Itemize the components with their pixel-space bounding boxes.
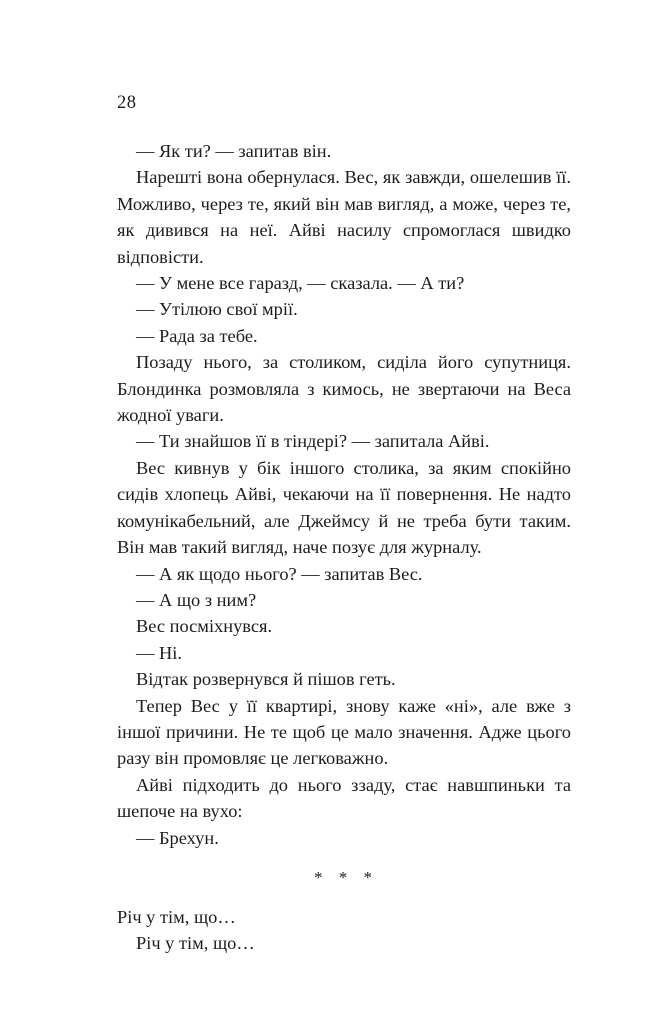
paragraph: Річ у тім, що… [117,906,236,927]
paragraph: Тепер Вес у її квартирі, знову каже «ні», але вже з іншої причини. Не те щоб це мало значення. Адже цього разу він промовляє це легковажно. [117,695,571,769]
paragraph: — Ти знайшов її в тіндері? — запитала Айві. [136,431,490,452]
paragraph: Відтак розвернувся й пішов геть. [136,669,396,690]
paragraph: — Брехун. [136,827,219,848]
paragraph: — Утілюю свої мрії. [136,299,298,320]
paragraph: — Як ти? — запитав він. [136,141,332,161]
section-separator: * * * [314,867,378,887]
paragraph: Вес посміхнувся. [136,616,273,637]
paragraph: — У мене все гаразд, — сказала. — А ти? [136,273,465,294]
paragraph: Айві підходить до нього ззаду, стає навшпиньки та шепоче на вухо: [117,774,571,822]
paragraph: Вес кивнув у бік іншого столика, за яким спокійно сидів хлопець Айві, чекаючи на її повернення. Не надто комунікабельний, але Джеймсу й не треба бути таким. Він мав такий вигляд, наче позує для журналу. [117,457,571,558]
paragraph: Позаду нього, за столиком, сиділа його супутниця. Блондинка розмовляла з кимось, не звертаючи на Веса жодної уваги. [117,352,571,426]
paragraph: — Ні. [136,642,182,663]
paragraph: — Рада за тебе. [136,325,258,346]
page-number: 28 [117,93,137,113]
paragraph: Нарешті вона обернулася. Вес, як завжди, ошелешив її. Можливо, через те, який він мав вигляд, а може, через те, як дивився на неї. Айві насилу спромоглася швидко відповісти. [117,167,571,267]
paragraph: — А як щодо нього? — запитав Вес. [136,563,423,584]
paragraph: Річ у тім, що… [136,933,255,954]
paragraph: — А що з ним? [136,589,257,610]
body-text [117,138,571,957]
